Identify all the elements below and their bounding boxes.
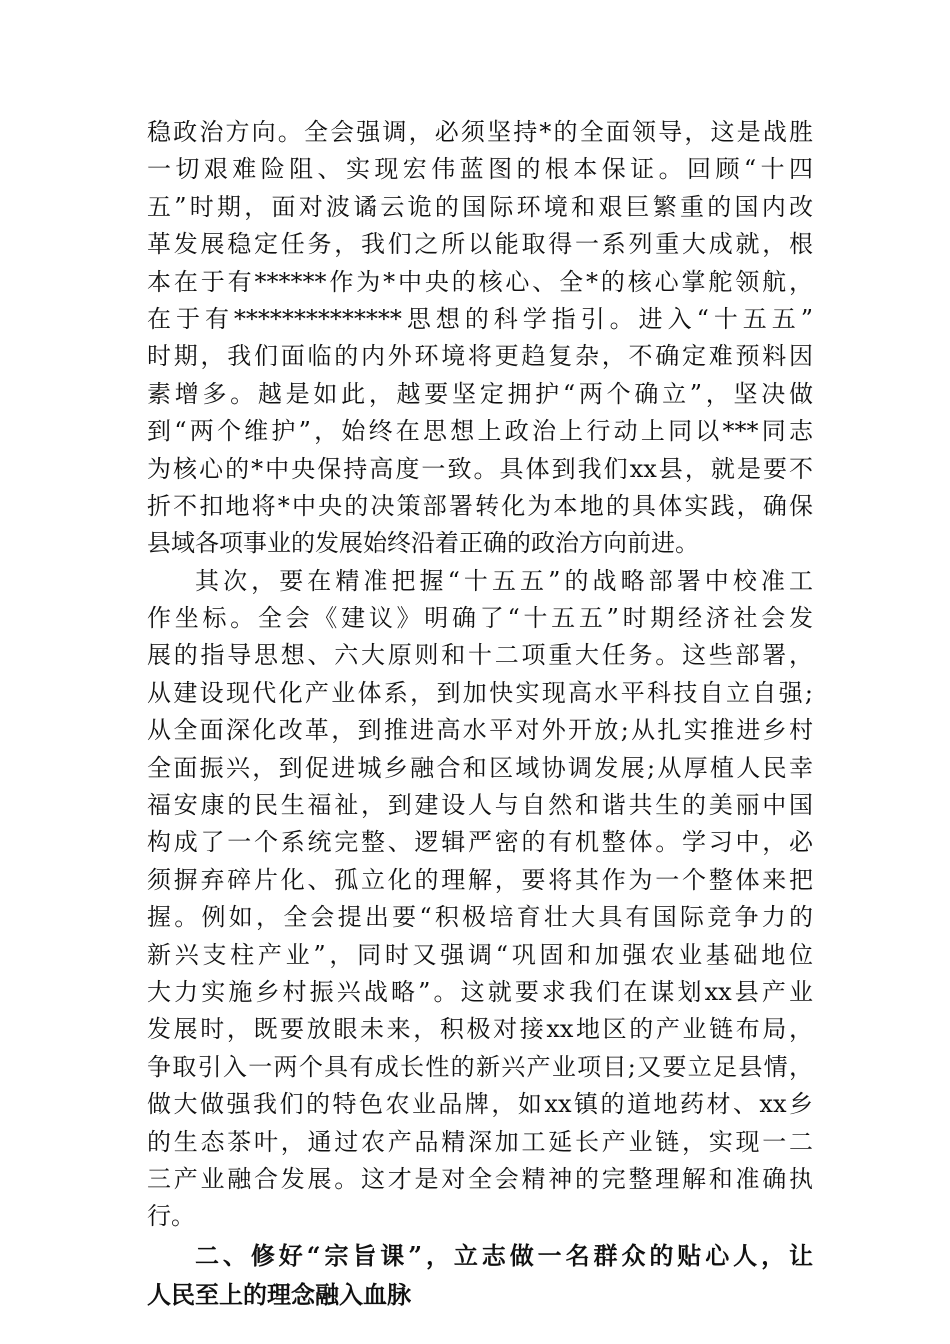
text-line: 作坐标。全会《建议》明确了“十五五”时期经济社会发: [147, 604, 813, 633]
text-line: 时期，我们面临的内外环境将更趋复杂，不确定难预料因: [147, 342, 813, 371]
paragraph-political-direction: [147, 114, 813, 563]
text-line: 的生态茶叶，通过农产品精深加工延长产业链，实现一二: [147, 1127, 813, 1156]
text-line: 从全面深化改革，到推进高水平对外开放;从扎实推进乡村: [147, 716, 813, 745]
text-line: 革发展稳定任务，我们之所以能取得一系列重大成就，根: [147, 230, 813, 259]
text-line: 到“两个维护”，始终在思想上政治上行动上同以***同志: [147, 417, 813, 446]
heading-line: 二、修好“宗旨课”，立志做一名群众的贴心人，让: [195, 1240, 813, 1270]
text-line: 为核心的*中央保持高度一致。具体到我们xx县，就是要不: [147, 454, 813, 483]
text-line: 稳政治方向。全会强调，必须坚持*的全面领导，这是战胜: [147, 118, 813, 146]
paragraph-strategic-deployment: [147, 563, 813, 1236]
text-line: 在于有**************思想的科学指引。进入“十五五”: [147, 304, 813, 333]
text-line: 福安康的民生福祉，到建设人与自然和谐共生的美丽中国: [147, 791, 813, 820]
text-line: 本在于有******作为*中央的核心、全*的核心掌舵领航，: [147, 267, 813, 296]
text-line: 大力实施乡村振兴战略”。这就要求我们在谋划xx县产业: [147, 977, 813, 1006]
text-line: 全面振兴，到促进城乡融合和区域协调发展;从厚植人民幸: [147, 753, 813, 782]
text-line: 须摒弃碎片化、孤立化的理解，要将其作为一个整体来把: [147, 865, 813, 894]
text-line: 展的指导思想、六大原则和十二项重大任务。这些部署，: [147, 641, 813, 670]
text-line: 争取引入一两个具有成长性的新兴产业项目;又要立足县情，: [147, 1052, 813, 1081]
text-line: 新兴支柱产业”，同时又强调“巩固和加强农业基础地位: [147, 940, 813, 969]
text-line: 一切艰难险阻、实现宏伟蓝图的根本保证。回顾“十四: [147, 155, 813, 184]
text-line: 行。: [147, 1202, 195, 1231]
text-line: 县域各项事业的发展始终沿着正确的政治方向前进。: [147, 529, 699, 558]
text-line: 发展时，既要放眼未来，积极对接xx地区的产业链布局，: [147, 1015, 813, 1044]
section-heading: [147, 1236, 813, 1314]
text-line: 折不扣地将*中央的决策部署转化为本地的具体实践，确保: [147, 491, 813, 520]
heading-line: 人民至上的理念融入血脉: [147, 1279, 411, 1309]
text-line: 其次，要在精准把握“十五五”的战略部署中校准工: [195, 566, 813, 595]
text-line: 五”时期，面对波谲云诡的国际环境和艰巨繁重的国内改: [147, 192, 813, 221]
text-line: 三产业融合发展。这才是对全会精神的完整理解和准确执: [147, 1164, 813, 1193]
text-line: 素增多。越是如此，越要坚定拥护“两个确立”，坚决做: [147, 379, 813, 408]
text-line: 从建设现代化产业体系，到加快实现高水平科技自立自强;: [147, 678, 813, 707]
text-line: 握。例如，全会提出要“积极培育壮大具有国际竞争力的: [147, 903, 813, 932]
document-body: [147, 114, 813, 1314]
text-line: 做大做强我们的特色农业品牌，如xx镇的道地药材、xx乡: [147, 1090, 813, 1119]
text-line: 构成了一个系统完整、逻辑严密的有机整体。学习中，必: [147, 828, 813, 857]
